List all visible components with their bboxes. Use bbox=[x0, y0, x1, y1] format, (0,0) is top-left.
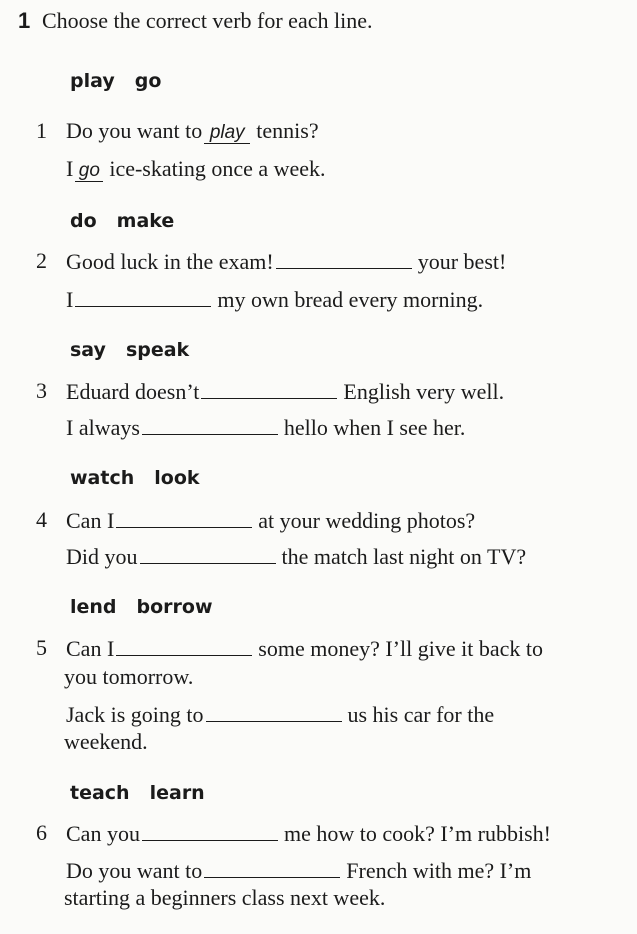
verb-options-5 bbox=[70, 596, 213, 618]
answer-blank[interactable] bbox=[142, 820, 278, 841]
sentence-start: Good luck in the exam! bbox=[66, 249, 274, 274]
sentence-line bbox=[66, 118, 319, 144]
answer-blank[interactable]: go bbox=[75, 161, 103, 182]
sentence-start: Do you want to bbox=[66, 858, 203, 883]
verb-options-3 bbox=[70, 339, 189, 361]
verb-option: watch bbox=[70, 467, 135, 489]
sentence-start: Jack is going to bbox=[66, 702, 204, 727]
exercise-header bbox=[18, 8, 372, 34]
sentence-end: some money? I’ll give it back to bbox=[258, 636, 543, 661]
question-number: 2 bbox=[36, 248, 47, 273]
sentence-end: me how to cook? I’m rubbish! bbox=[283, 821, 551, 846]
verb-option: speak bbox=[125, 339, 190, 361]
sentence-start: Can I bbox=[66, 636, 115, 661]
sentence-continuation: starting a beginners class next week. bbox=[64, 885, 386, 910]
sentence-line bbox=[66, 635, 543, 662]
sentence-line bbox=[66, 507, 475, 534]
verb-option: teach bbox=[70, 782, 130, 804]
sentence-start: Can you bbox=[66, 821, 140, 846]
sentence-continuation: weekend. bbox=[64, 729, 148, 754]
verb-options-1 bbox=[70, 70, 161, 92]
verb-option: play bbox=[70, 70, 115, 92]
exercise-number: 1 bbox=[18, 8, 31, 33]
sentence-end: at your wedding photos? bbox=[258, 508, 476, 533]
sentence-end: us his car for the bbox=[347, 702, 495, 727]
verb-option: go bbox=[134, 70, 162, 92]
answer-blank[interactable] bbox=[142, 414, 278, 435]
sentence-end: my own bread every morning. bbox=[217, 287, 484, 312]
sentence-end: the match last night on TV? bbox=[281, 544, 527, 569]
verb-option: borrow bbox=[136, 596, 213, 618]
sentence-line bbox=[66, 414, 465, 441]
sentence-end: your best! bbox=[417, 249, 507, 274]
sentence-end: hello when I see her. bbox=[283, 415, 466, 440]
sentence-end: tennis? bbox=[256, 118, 319, 143]
verb-option: make bbox=[116, 210, 175, 232]
question-number: 5 bbox=[36, 635, 47, 660]
sentence-line bbox=[66, 378, 504, 405]
sentence-start: Can I bbox=[66, 508, 115, 533]
answer-blank[interactable]: play bbox=[204, 123, 250, 144]
answer-blank[interactable] bbox=[276, 248, 412, 269]
sentence-start: Do you want to bbox=[66, 118, 203, 143]
answer-blank[interactable] bbox=[201, 378, 337, 399]
sentence-line bbox=[66, 857, 531, 884]
question-number: 1 bbox=[36, 118, 47, 143]
question-number: 6 bbox=[36, 820, 47, 845]
sentence-line bbox=[66, 248, 506, 275]
verb-option: look bbox=[154, 467, 200, 489]
sentence-end: French with me? I’m bbox=[346, 858, 532, 883]
sentence-continuation: you tomorrow. bbox=[64, 664, 194, 689]
verb-options-6 bbox=[70, 782, 205, 804]
question-number: 3 bbox=[36, 378, 47, 403]
answer-blank[interactable] bbox=[75, 286, 211, 307]
sentence-start: I always bbox=[66, 415, 140, 440]
verb-option: learn bbox=[149, 782, 205, 804]
sentence-start: Eduard doesn’t bbox=[66, 379, 200, 404]
verb-options-2 bbox=[70, 210, 174, 232]
answer-blank[interactable] bbox=[116, 635, 252, 656]
verb-option: lend bbox=[70, 596, 117, 618]
answer-blank[interactable] bbox=[116, 507, 252, 528]
sentence-start: Did you bbox=[66, 544, 138, 569]
sentence-line bbox=[66, 543, 526, 570]
question-number: 4 bbox=[36, 507, 47, 532]
sentence-line bbox=[66, 701, 494, 728]
sentence-start: I bbox=[66, 287, 74, 312]
sentence-line bbox=[66, 286, 483, 313]
sentence-line bbox=[66, 820, 551, 847]
sentence-end: English very well. bbox=[343, 379, 505, 404]
sentence-end: ice-skating once a week. bbox=[109, 156, 326, 181]
verb-option: say bbox=[70, 339, 106, 361]
answer-blank[interactable] bbox=[140, 543, 276, 564]
exercise-instruction: Choose the correct verb for each line. bbox=[42, 8, 373, 33]
verb-option: do bbox=[70, 210, 97, 232]
answer-blank[interactable] bbox=[206, 701, 342, 722]
sentence-line bbox=[66, 156, 326, 182]
sentence-start: I bbox=[66, 156, 74, 181]
answer-blank[interactable] bbox=[204, 857, 340, 878]
verb-options-4 bbox=[70, 467, 200, 489]
